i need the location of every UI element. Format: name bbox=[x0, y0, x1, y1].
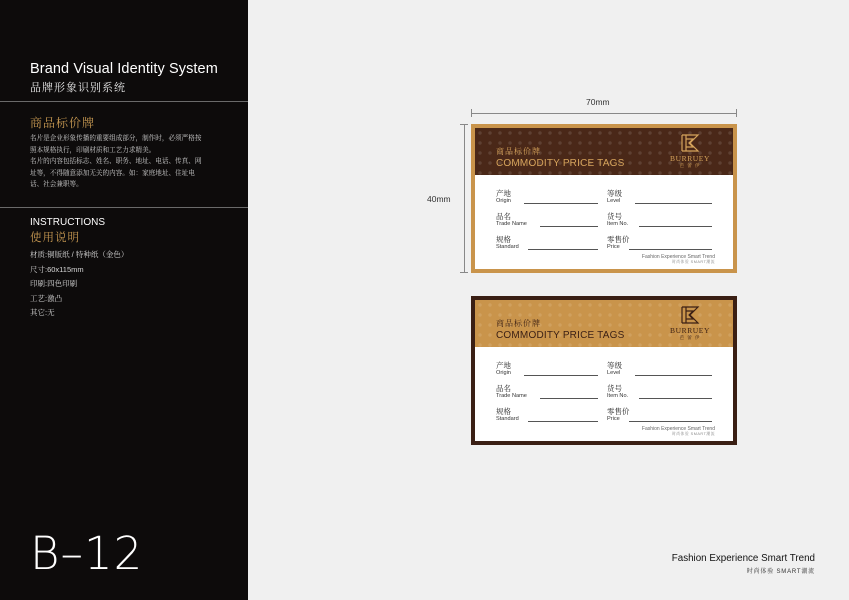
page-footer-slogan: Fashion Experience Smart Trend bbox=[671, 553, 815, 564]
logo-icon bbox=[680, 133, 700, 153]
height-dimension-line bbox=[460, 124, 468, 273]
instructions-heading-cn: 使用说明 bbox=[30, 232, 80, 244]
divider bbox=[0, 101, 248, 102]
logo-icon bbox=[680, 305, 700, 325]
price-tag-gold bbox=[471, 296, 737, 445]
page-code: B–12 bbox=[30, 527, 144, 580]
tag-title-cn: 商品标价牌 bbox=[496, 147, 541, 156]
page-footer-slogan-cn: 时尚体验 SMART潮流 bbox=[746, 569, 815, 575]
tag-footer: Fashion Experience Smart Trend bbox=[641, 426, 715, 432]
section-title: 商品标价牌 bbox=[30, 116, 96, 130]
brand-system-title: Brand Visual Identity System bbox=[30, 61, 218, 77]
brand-logo bbox=[661, 305, 719, 343]
field-level: 等级 Level bbox=[607, 361, 711, 377]
tag-title-en: COMMODITY PRICE TAGS bbox=[496, 330, 625, 341]
field-level: 等级 Level bbox=[607, 189, 711, 205]
field-standard: 规格 Standard bbox=[496, 235, 600, 251]
tag-header bbox=[475, 128, 733, 175]
price-tag-brown bbox=[471, 124, 737, 273]
description-line: 名片是企业形象传播的重要组成部分，制作时，必须严格按 bbox=[30, 135, 202, 142]
field-trade-name: 品名 Trade Name bbox=[496, 212, 600, 228]
height-dimension-label: 40mm bbox=[427, 194, 451, 204]
description-line: 照本规格执行，印刷材质和工艺力求精美。 bbox=[30, 146, 156, 154]
spec-item: 印刷:四色印刷 bbox=[30, 279, 78, 289]
field-item-no: 货号 Item No. bbox=[607, 384, 711, 400]
description-line: 址等，不得随意添加无关的内容。如：家庭地址、住址电 bbox=[30, 169, 195, 177]
tag-footer: Fashion Experience Smart Trend bbox=[641, 254, 715, 260]
tag-title-cn: 商品标价牌 bbox=[496, 319, 541, 328]
tag-footer-cn: 时尚体验 SMART潮流 bbox=[671, 260, 715, 264]
field-origin: 产地 Origin bbox=[496, 361, 600, 377]
field-price: 零售价 Price bbox=[607, 235, 711, 251]
sidebar bbox=[0, 0, 248, 600]
spec-list bbox=[30, 248, 128, 321]
field-trade-name: 品名 Trade Name bbox=[496, 384, 600, 400]
field-standard: 规格 Standard bbox=[496, 407, 600, 423]
tag-header bbox=[475, 300, 733, 347]
description-line: 名片的内容包括标志、姓名、职务、地址、电话、传真、网 bbox=[30, 158, 202, 165]
instructions-heading: INSTRUCTIONS bbox=[30, 217, 105, 228]
description-line: 话、社会兼职等。 bbox=[30, 181, 83, 188]
field-item-no: 货号 Item No. bbox=[607, 212, 711, 228]
divider bbox=[0, 207, 248, 208]
logo-sub: 芭 蕾 伊 bbox=[679, 163, 701, 168]
logo-wordmark: BURRUEY bbox=[669, 154, 711, 163]
spec-item: 尺寸:60x115mm bbox=[30, 264, 84, 274]
brand-system-subtitle: 品牌形象识别系统 bbox=[30, 82, 126, 94]
width-dimension-line bbox=[471, 109, 737, 117]
field-origin: 产地 Origin bbox=[496, 189, 600, 205]
spec-item: 其它:无 bbox=[30, 308, 55, 318]
width-dimension-label: 70mm bbox=[586, 97, 610, 107]
description bbox=[30, 133, 220, 191]
logo-sub: 芭 蕾 伊 bbox=[679, 335, 701, 340]
logo-wordmark: BURRUEY bbox=[669, 326, 711, 335]
spec-item: 材质:铜版纸 / 特种纸（金色） bbox=[30, 250, 129, 259]
tag-title-en: COMMODITY PRICE TAGS bbox=[496, 158, 625, 169]
field-price: 零售价 Price bbox=[607, 407, 711, 423]
brand-logo bbox=[661, 133, 719, 171]
tag-footer-cn: 时尚体验 SMART潮流 bbox=[671, 432, 715, 436]
spec-item: 工艺:激凸 bbox=[30, 293, 63, 303]
